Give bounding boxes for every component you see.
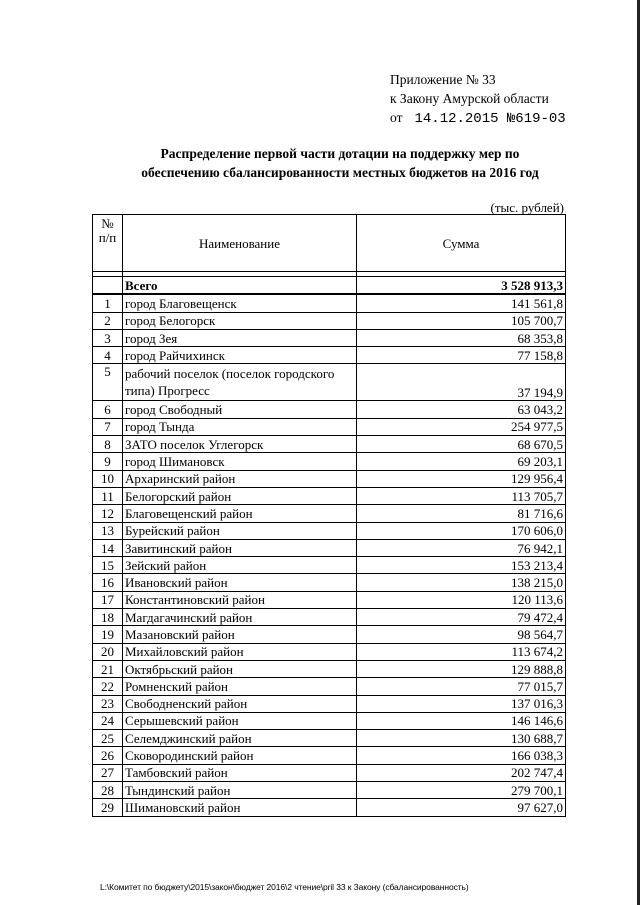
row-name: Свободненский район	[123, 695, 357, 712]
row-name: город Тында	[123, 418, 357, 435]
row-num: 6	[93, 401, 123, 418]
row-name: город Благовещенск	[123, 294, 357, 312]
table-row	[93, 505, 566, 522]
row-name: Селемджинский район	[123, 730, 357, 747]
row-num: 17	[93, 591, 123, 608]
row-num: 22	[93, 678, 123, 695]
row-name: Октябрьский район	[123, 660, 357, 677]
table-row	[93, 312, 566, 329]
row-name: город Свободный	[123, 401, 357, 418]
row-name: город Белогорск	[123, 312, 357, 329]
row-num: 12	[93, 505, 123, 522]
row-sum: 68 353,8	[357, 329, 566, 346]
table-row	[93, 660, 566, 677]
table-row	[93, 626, 566, 643]
table-row	[93, 470, 566, 487]
row-name: Константиновский район	[123, 591, 357, 608]
row-num: 4	[93, 347, 123, 364]
row-sum: 138 215,0	[357, 574, 566, 591]
row-num: 24	[93, 712, 123, 729]
table-row	[93, 695, 566, 712]
row-sum: 129 888,8	[357, 660, 566, 677]
header-name: Наименование	[123, 215, 357, 272]
row-name: Белогорский район	[123, 487, 357, 504]
row-sum: 146 146,6	[357, 712, 566, 729]
row-name: ЗАТО поселок Углегорск	[123, 436, 357, 453]
table-row	[93, 799, 566, 816]
row-sum: 202 747,4	[357, 764, 566, 781]
table-row	[93, 678, 566, 695]
row-sum: 141 561,8	[357, 294, 566, 312]
row-name: рабочий поселок (поселок городского типа) Прогресс	[123, 364, 357, 401]
row-num: 9	[93, 453, 123, 470]
row-num: 29	[93, 799, 123, 816]
row-num: 21	[93, 660, 123, 677]
table-row	[93, 364, 566, 401]
units-label: (тыс. рублей)	[490, 200, 564, 215]
table-row	[93, 539, 566, 556]
row-sum: 170 606,0	[357, 522, 566, 539]
row-name: Мазановский район	[123, 626, 357, 643]
row-sum: 77 015,7	[357, 678, 566, 695]
row-num: 28	[93, 782, 123, 799]
row-sum: 120 113,6	[357, 591, 566, 608]
appendix-date-number: 14.12.2015 №619-03	[414, 111, 566, 127]
row-sum: 77 158,8	[357, 347, 566, 364]
table-row	[93, 436, 566, 453]
row-sum: 79 472,4	[357, 609, 566, 626]
table-row	[93, 557, 566, 574]
row-num: 13	[93, 522, 123, 539]
table-row	[93, 294, 566, 312]
table-row	[93, 782, 566, 799]
table-total-row	[93, 277, 566, 295]
row-num: 3	[93, 329, 123, 346]
row-sum: 63 043,2	[357, 401, 566, 418]
row-sum: 254 977,5	[357, 418, 566, 435]
row-sum: 37 194,9	[357, 364, 566, 401]
table-row	[93, 609, 566, 626]
table-row	[93, 574, 566, 591]
row-name: Михайловский район	[123, 643, 357, 660]
row-num: 1	[93, 294, 123, 312]
row-name: Тындинский район	[123, 782, 357, 799]
row-sum: 97 627,0	[357, 799, 566, 816]
row-num: 23	[93, 695, 123, 712]
table-row	[93, 401, 566, 418]
row-sum: 279 700,1	[357, 782, 566, 799]
row-num: 18	[93, 609, 123, 626]
row-name: Ивановский район	[123, 574, 357, 591]
title-line-1: Распределение первой части дотации на поддержку мер по	[160, 146, 520, 161]
table-row	[93, 712, 566, 729]
appendix-line-1: Приложение № 33	[390, 72, 496, 87]
row-num: 20	[93, 643, 123, 660]
file-path-footer: L:\Комитет по бюджету\2015\закон\бюджет 2016\2 чтение\pril 33 к Закону (сбалансированность)	[100, 882, 469, 892]
document-title	[120, 144, 560, 182]
title-line-2: обеспечению сбалансированности местных бюджетов на 2016 год	[141, 165, 539, 180]
row-name: Сковородинский район	[123, 747, 357, 764]
row-name: город Райчихинск	[123, 347, 357, 364]
row-name: Ромненский район	[123, 678, 357, 695]
distribution-table	[92, 214, 566, 817]
row-num: 26	[93, 747, 123, 764]
row-sum: 113 674,2	[357, 643, 566, 660]
header-sum: Сумма	[357, 215, 566, 272]
table-row	[93, 347, 566, 364]
row-name: Тамбовский район	[123, 764, 357, 781]
table-header-row	[93, 215, 566, 272]
row-sum: 98 564,7	[357, 626, 566, 643]
table-row	[93, 591, 566, 608]
row-sum: 129 956,4	[357, 470, 566, 487]
row-name: Архаринский район	[123, 470, 357, 487]
row-num: 8	[93, 436, 123, 453]
appendix-block	[390, 70, 566, 129]
table-row	[93, 329, 566, 346]
row-num: 25	[93, 730, 123, 747]
row-num: 27	[93, 764, 123, 781]
row-name: Шимановский район	[123, 799, 357, 816]
row-sum: 137 016,3	[357, 695, 566, 712]
row-sum: 76 942,1	[357, 539, 566, 556]
row-num: 16	[93, 574, 123, 591]
row-sum: 130 688,7	[357, 730, 566, 747]
row-name: город Шимановск	[123, 453, 357, 470]
row-num: 14	[93, 539, 123, 556]
row-num: 7	[93, 418, 123, 435]
row-sum: 113 705,7	[357, 487, 566, 504]
row-sum: 68 670,5	[357, 436, 566, 453]
row-sum: 153 213,4	[357, 557, 566, 574]
total-label: Всего	[123, 277, 357, 295]
row-num: 11	[93, 487, 123, 504]
appendix-line-3	[390, 108, 566, 129]
row-name: Магдагачинский район	[123, 609, 357, 626]
table-row	[93, 764, 566, 781]
row-sum: 105 700,7	[357, 312, 566, 329]
row-num: 2	[93, 312, 123, 329]
row-sum: 166 038,3	[357, 747, 566, 764]
row-name: Зейский район	[123, 557, 357, 574]
row-sum: 81 716,6	[357, 505, 566, 522]
row-num: 5	[93, 364, 123, 401]
table-row	[93, 418, 566, 435]
table-row	[93, 487, 566, 504]
table-row	[93, 522, 566, 539]
appendix-prefix: от	[390, 110, 403, 125]
row-num: 19	[93, 626, 123, 643]
total-sum: 3 528 913,3	[357, 277, 566, 295]
table-row	[93, 747, 566, 764]
table-row	[93, 730, 566, 747]
row-sum: 69 203,1	[357, 453, 566, 470]
row-name: город Зея	[123, 329, 357, 346]
row-num: 10	[93, 470, 123, 487]
row-name: Завитинский район	[123, 539, 357, 556]
row-name: Благовещенский район	[123, 505, 357, 522]
header-num: № п/п	[93, 215, 123, 272]
table-row	[93, 643, 566, 660]
table-row	[93, 453, 566, 470]
appendix-line-2: к Закону Амурской области	[390, 91, 549, 106]
row-name: Бурейский район	[123, 522, 357, 539]
row-num: 15	[93, 557, 123, 574]
row-name: Серышевский район	[123, 712, 357, 729]
